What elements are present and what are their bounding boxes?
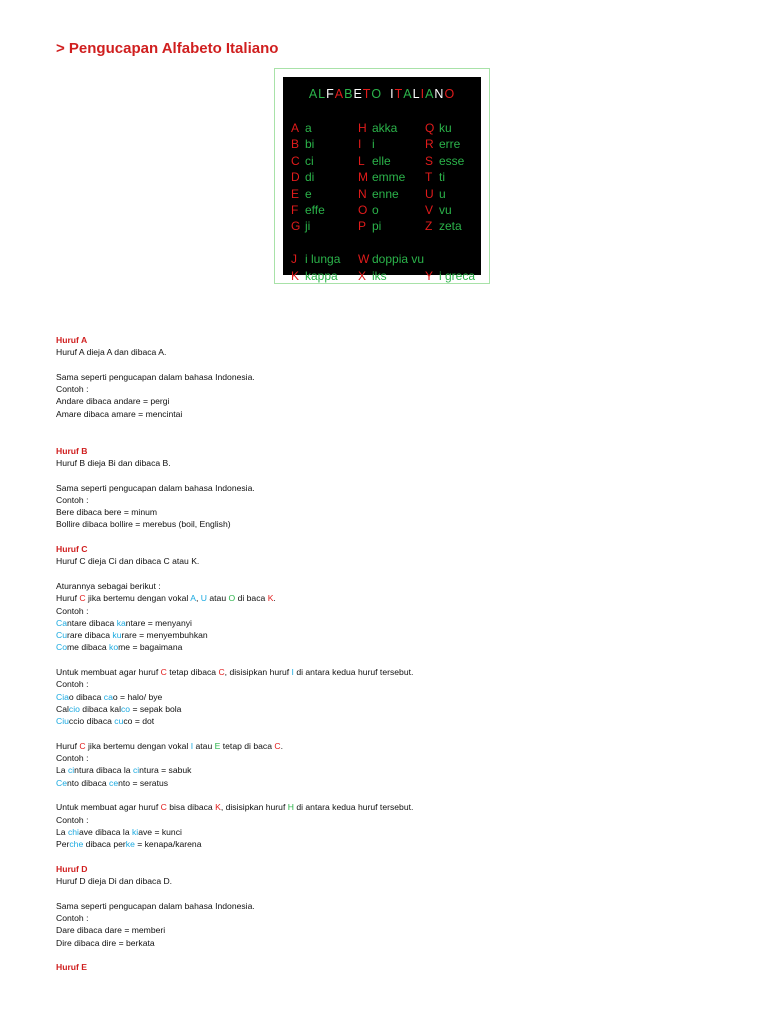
text-line: Contoh : <box>56 753 89 764</box>
alphabet-pronunciation: i <box>372 137 375 152</box>
alphabet-title <box>283 87 481 101</box>
alphabet-letter: W <box>358 252 370 267</box>
alphabet-title-letter: T <box>394 87 404 101</box>
heading-huruf-b: Huruf B <box>56 445 88 456</box>
example-line: La cintura dibaca la cintura = sabuk <box>56 765 192 776</box>
rule-line: Untuk membuat agar huruf C tetap dibaca C, disisipkan huruf I di antara kedua huruf tersebut. <box>56 667 414 678</box>
alphabet-letter: I <box>358 137 362 152</box>
alphabet-column-2 <box>358 120 424 284</box>
alphabet-pronunciation: di <box>305 170 315 185</box>
alphabet-entry <box>358 235 424 251</box>
alphabet-letter: V <box>425 202 434 217</box>
alphabet-entry <box>291 218 340 234</box>
alphabet-entry <box>291 120 340 136</box>
alphabet-entry <box>291 136 340 152</box>
example-line: Cento dibaca cento = seratus <box>56 777 169 788</box>
rule-line: Huruf C jika bertemu dengan vokal I atau E tetap di baca C. <box>56 740 283 751</box>
alphabet-letter: D <box>291 170 300 185</box>
alphabet-entry <box>358 268 424 284</box>
text-line: Contoh : <box>56 384 89 395</box>
alphabet-title-letter: N <box>434 87 445 101</box>
example-line: Ciuccio dibaca cuco = dot <box>56 716 155 727</box>
text-line: Contoh : <box>56 679 89 690</box>
alphabet-entry <box>291 202 340 218</box>
alphabet-pronunciation: emme <box>372 170 406 185</box>
text-line: Contoh : <box>56 605 89 616</box>
alphabet-pronunciation: i lunga <box>305 252 341 267</box>
alphabet-letter: C <box>291 153 300 168</box>
alphabet-entry <box>425 169 475 185</box>
alphabet-column-3 <box>425 120 475 284</box>
alphabet-title-letter: A <box>308 87 319 101</box>
alphabet-pronunciation: ti <box>439 170 445 185</box>
text-line: Contoh : <box>56 814 89 825</box>
alphabet-pronunciation: vu <box>439 202 452 217</box>
alphabet-title-letter: F <box>326 87 335 101</box>
text-line: Huruf D dieja Di dan dibaca D. <box>56 876 173 887</box>
example-line: Calcio dibaca kalco = sepak bola <box>56 703 182 714</box>
alphabet-letter: Z <box>425 219 433 234</box>
text-line: Sama seperti pengucapan dalam bahasa Indonesia. <box>56 371 255 382</box>
alphabet-letter: T <box>425 170 433 185</box>
alphabet-entry <box>358 120 424 136</box>
alphabet-entry <box>291 268 340 284</box>
alphabet-title-letter: A <box>425 87 435 101</box>
alphabet-entry <box>358 153 424 169</box>
alphabet-pronunciation: pi <box>372 219 382 234</box>
alphabet-title-letter: B <box>344 87 354 101</box>
alphabet-letter: R <box>425 137 434 152</box>
alphabet-title-letter: O <box>371 87 383 101</box>
alphabet-entry <box>358 136 424 152</box>
alphabet-pronunciation: zeta <box>439 219 462 234</box>
alphabet-image <box>274 68 490 284</box>
alphabet-pronunciation: kappa <box>305 268 338 283</box>
alphabet-letter: G <box>291 219 301 234</box>
text-line: Bere dibaca bere = minum <box>56 507 158 518</box>
alphabet-pronunciation: erre <box>439 137 461 152</box>
alphabet-letter: H <box>358 121 367 135</box>
alphabet-pronunciation: ci <box>305 153 314 168</box>
text-line: Bollire dibaca bollire = merebus (boil, English) <box>56 519 231 530</box>
alphabet-letter: F <box>291 202 299 217</box>
alphabet-letter: B <box>291 137 300 152</box>
alphabet-pronunciation: i greca <box>439 268 476 283</box>
alphabet-entry <box>425 186 475 202</box>
alphabet-letter: N <box>358 186 367 201</box>
text-line: Andare dibaca andare = pergi <box>56 396 170 407</box>
rule-line: Untuk membuat agar huruf C bisa dibaca K, disisipkan huruf H di antara kedua huruf tersebut. <box>56 802 414 813</box>
example-line: Perche dibaca perke = kenapa/karena <box>56 839 202 850</box>
alphabet-entry <box>425 251 475 267</box>
alphabet-title-letter: I <box>420 87 426 101</box>
alphabet-pronunciation: o <box>372 202 379 217</box>
alphabet-pronunciation: enne <box>372 186 399 201</box>
alphabet-title-letter: L <box>412 87 421 101</box>
alphabet-entry <box>358 202 424 218</box>
heading-huruf-a: Huruf A <box>56 335 88 345</box>
alphabet-pronunciation: doppia vu <box>372 252 425 267</box>
alphabet-letter: E <box>291 186 300 201</box>
alphabet-title-letter: A <box>403 87 413 101</box>
alphabet-letter: K <box>291 268 300 283</box>
alphabet-letter: P <box>358 219 367 234</box>
text-line: Amare dibaca amare = mencintai <box>56 408 183 419</box>
alphabet-letter: J <box>291 252 297 267</box>
alphabet-pronunciation: ku <box>439 121 452 135</box>
alphabet-pronunciation: a <box>305 121 312 135</box>
alphabet-pronunciation: elle <box>372 153 391 168</box>
text-line: Sama seperti pengucapan dalam bahasa Indonesia. <box>56 482 255 493</box>
alphabet-entry <box>425 136 475 152</box>
alphabet-entry <box>291 169 340 185</box>
text-line: Huruf B dieja Bi dan dibaca B. <box>56 457 171 468</box>
example-line: Ciao dibaca cao = halo/ bye <box>56 691 163 702</box>
alphabet-title-letter: L <box>318 87 327 101</box>
alphabet-letter: U <box>425 186 434 201</box>
alphabet-title-letter: T <box>362 87 372 101</box>
alphabet-entry <box>425 235 475 251</box>
text-line: Dire dibaca dire = berkata <box>56 937 155 948</box>
alphabet-title-letter: O <box>444 87 456 101</box>
alphabet-entry <box>425 153 475 169</box>
alphabet-entry <box>358 186 424 202</box>
example-line: Curare dibaca kurare = menyembuhkan <box>56 630 208 641</box>
alphabet-entry <box>291 186 340 202</box>
alphabet-letter: S <box>425 153 434 168</box>
alphabet-letter: A <box>291 121 300 135</box>
text-line: Aturannya sebagai berikut : <box>56 580 161 591</box>
alphabet-entry <box>358 251 424 267</box>
heading-huruf-c: Huruf C <box>56 544 88 555</box>
example-line: La chiave dibaca la kiave = kunci <box>56 826 182 837</box>
alphabet-entry <box>425 120 475 136</box>
alphabet-pronunciation: iks <box>372 268 387 283</box>
alphabet-entry <box>291 153 340 169</box>
text-line: Contoh : <box>56 912 89 923</box>
alphabet-title-letter: E <box>353 87 363 101</box>
text-line: Huruf A dieja A dan dibaca A. <box>56 347 167 358</box>
alphabet-pronunciation: effe <box>305 202 325 217</box>
alphabet-pronunciation: akka <box>372 121 398 135</box>
page-title: > Pengucapan Alfabeto Italiano <box>56 40 279 57</box>
alphabet-pronunciation: u <box>439 186 446 201</box>
alphabet-title-letter: I <box>390 87 395 101</box>
alphabet-title-letter: A <box>334 87 345 101</box>
heading-huruf-d: Huruf D <box>56 863 88 874</box>
alphabet-letter: X <box>358 268 367 283</box>
alphabet-entry <box>425 218 475 234</box>
alphabet-board <box>283 77 481 283</box>
alphabet-pronunciation: esse <box>439 153 465 168</box>
rule-line: Huruf C jika bertemu dengan vokal A, U atau O di baca K. <box>56 593 276 604</box>
alphabet-entry <box>291 251 340 267</box>
alphabet-letter: M <box>358 170 368 185</box>
alphabet-pronunciation: ji <box>305 219 311 234</box>
alphabet-column-1 <box>291 120 340 284</box>
alphabet-pronunciation: bi <box>305 137 315 152</box>
text-line: Sama seperti pengucapan dalam bahasa Indonesia. <box>56 900 255 911</box>
example-line: Come dibaca kome = bagaimana <box>56 642 183 653</box>
alphabet-entry <box>358 169 424 185</box>
text-line: Dare dibaca dare = memberi <box>56 925 166 936</box>
alphabet-letter: O <box>358 202 368 217</box>
alphabet-pronunciation: e <box>305 186 312 201</box>
heading-huruf-e: Huruf E <box>56 962 88 973</box>
alphabet-entry <box>425 202 475 218</box>
article-body <box>56 334 736 973</box>
alphabet-letter: Y <box>425 268 434 283</box>
example-line: Cantare dibaca kantare = menyanyi <box>56 617 192 628</box>
text-line: Contoh : <box>56 494 89 505</box>
alphabet-entry <box>358 218 424 234</box>
alphabet-letter: Q <box>425 121 435 135</box>
alphabet-letter: L <box>358 153 365 168</box>
alphabet-entry <box>291 235 340 251</box>
text-line: Huruf C dieja Ci dan dibaca C atau K. <box>56 556 200 567</box>
alphabet-entry <box>425 268 475 284</box>
